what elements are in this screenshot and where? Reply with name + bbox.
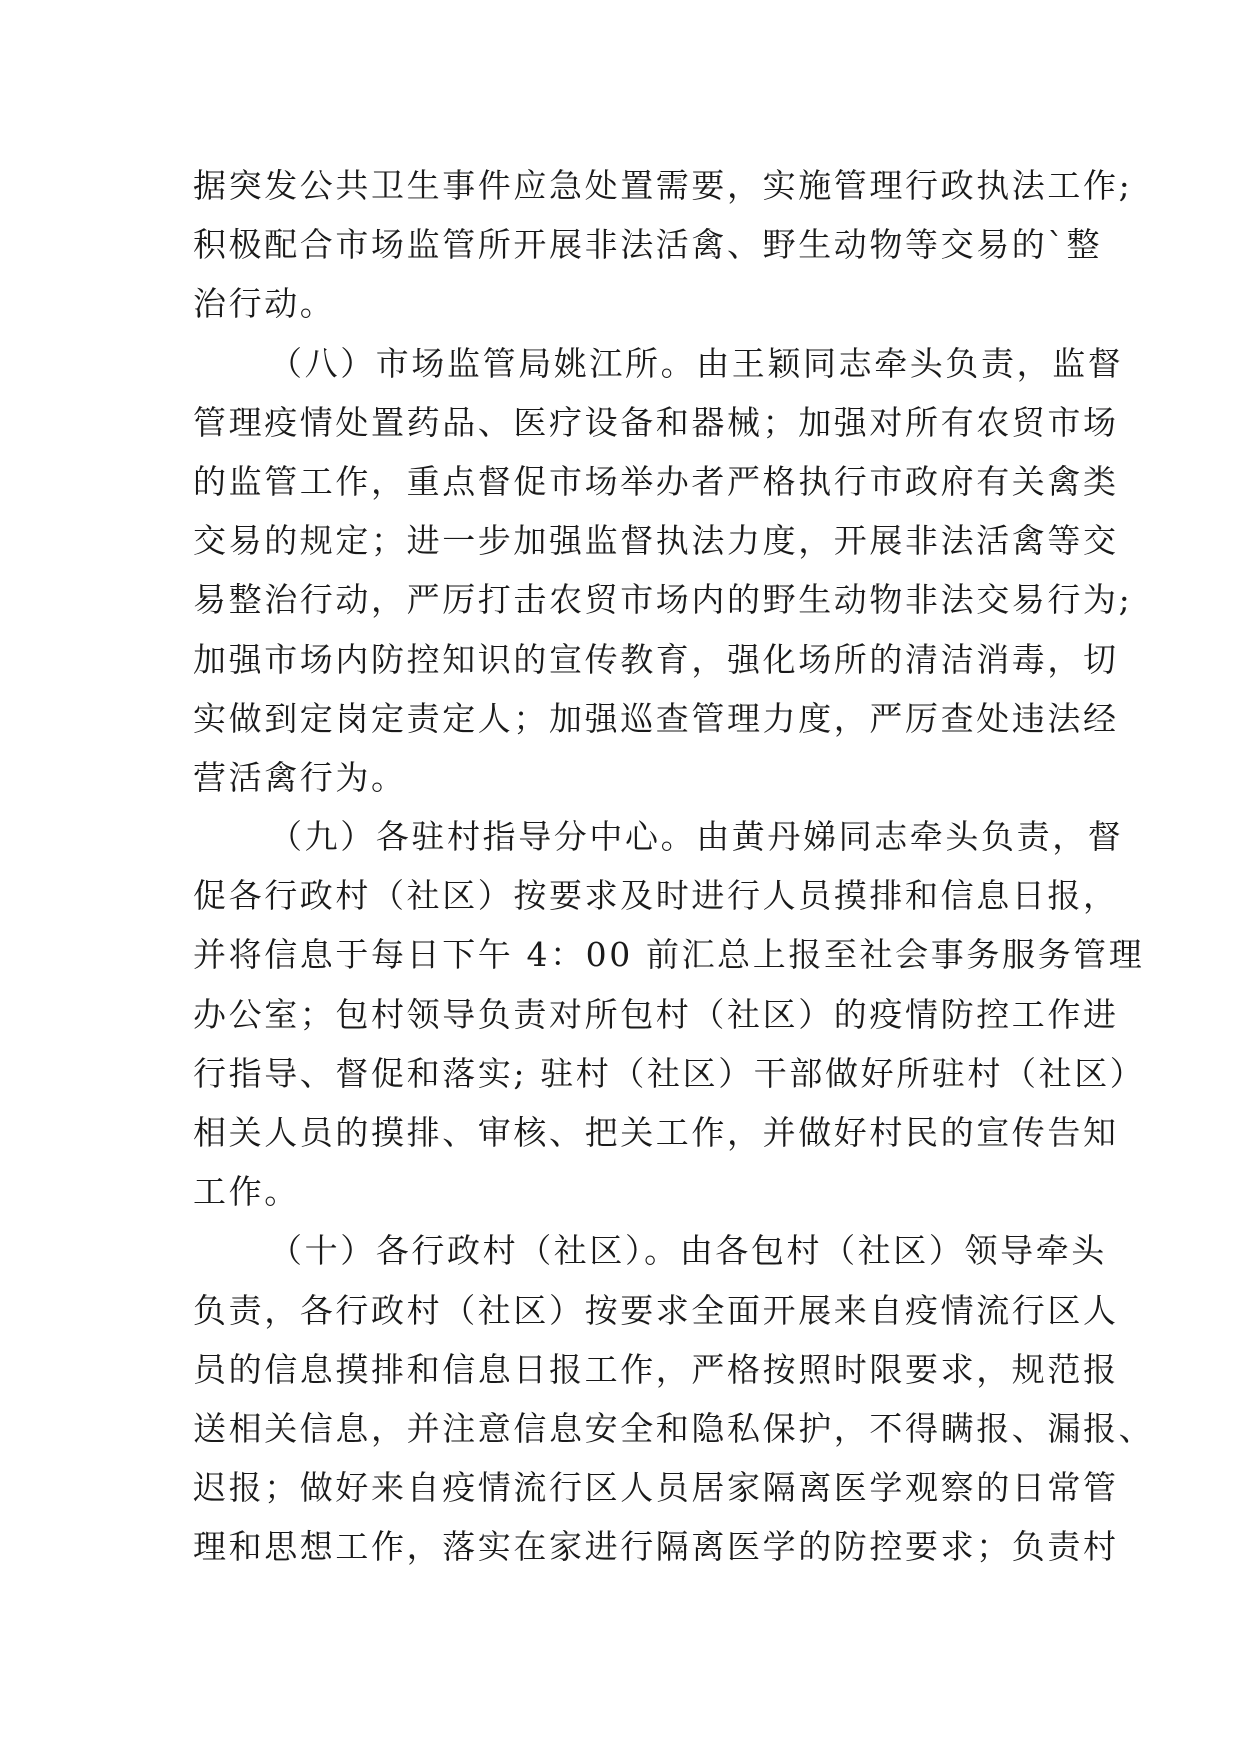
text-line: 促各行政村（社区）按要求及时进行人员摸排和信息日报， (193, 876, 1119, 916)
section-10-heading-line: （十）各行政村（社区）。由各包村（社区）领导牵头 (269, 1231, 1107, 1271)
text-line: 行指导、督促和落实; 驻村（社区）干部做好所驻村（社区） (193, 1053, 1146, 1093)
section-9-heading-line: （九）各驻村指导分中心。由黄丹娣同志牵头负责，督 (269, 817, 1124, 857)
text-line: 的监管工作，重点督促市场举办者严格执行市政府有关禽类 (193, 461, 1119, 501)
text-line: 营活禽行为。 (193, 757, 407, 797)
text-line: 交易的规定；进一步加强监督执法力度，开展非法活禽等交 (193, 521, 1119, 561)
text-line: 迟报；做好来自疫情流行区人员居家隔离医学观察的日常管 (193, 1468, 1119, 1508)
text-line: 积极配合市场监管所开展非法活禽、野生动物等交易的`整 (193, 225, 1103, 265)
text-line: 办公室；包村领导负责对所包村（社区）的疫情防控工作进 (193, 994, 1119, 1034)
document-body (193, 156, 1155, 1577)
text-line: 加强市场内防控知识的宣传教育，强化场所的清洁消毒，切 (193, 639, 1119, 679)
text-line: 实做到定岗定责定人；加强巡查管理力度，严厉查处违法经 (193, 698, 1119, 738)
text-line: 理和思想工作，落实在家进行隔离医学的防控要求；负责村 (193, 1527, 1119, 1567)
text-line: 管理疫情处置药品、医疗设备和器械；加强对所有农贸市场 (193, 402, 1119, 442)
text-line: 送相关信息，并注意信息安全和隐私保护，不得瞒报、漏报、 (193, 1408, 1155, 1448)
text-line: 相关人员的摸排、审核、把关工作，并做好村民的宣传告知 (193, 1113, 1119, 1152)
text-line: 工作。 (193, 1172, 300, 1212)
text-line: 易整治行动，严厉打击农贸市场内的野生动物非法交易行为; (193, 580, 1133, 620)
text-line: 据突发公共卫生事件应急处置需要，实施管理行政执法工作; (193, 166, 1133, 205)
text-line: 治行动。 (193, 284, 336, 324)
text-line: 并将信息于每日下午 4：00 前汇总上报至社会事务服务管理 (193, 935, 1145, 975)
text-line: 负责，各行政村（社区）按要求全面开展来自疫情流行区人 (193, 1290, 1119, 1330)
section-8-heading-line: （八）市场监管局姚江所。由王颖同志牵头负责，监督 (269, 343, 1124, 383)
text-line: 员的信息摸排和信息日报工作，严格按照时限要求，规范报 (193, 1349, 1119, 1389)
